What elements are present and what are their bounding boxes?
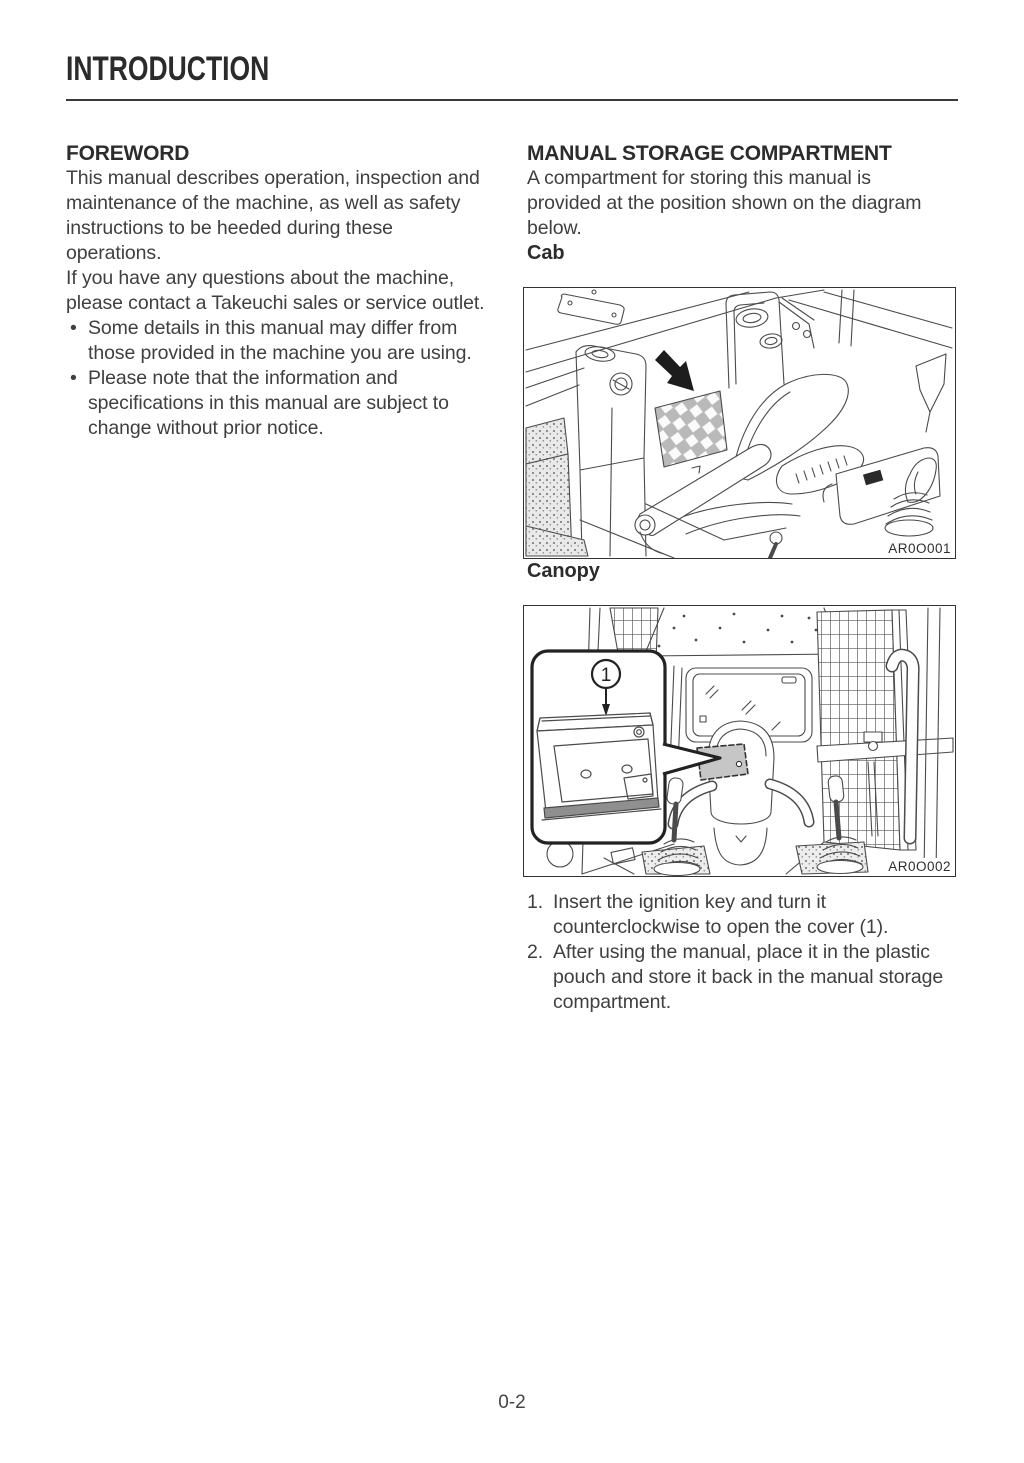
storage-intro: A compartment for storing this manual is provided at the position shown on the diagram below. bbox=[527, 167, 922, 239]
storage-steps bbox=[527, 890, 960, 1015]
step-number: 2. bbox=[527, 941, 544, 963]
cab-pillar bbox=[726, 292, 814, 388]
step-2 bbox=[527, 940, 960, 1015]
step-1 bbox=[527, 890, 960, 940]
page-number: 0-2 bbox=[498, 1392, 526, 1413]
canopy-illustration bbox=[524, 606, 955, 876]
open-cover-drawing bbox=[537, 713, 661, 820]
cab-caption: Cab bbox=[527, 242, 565, 264]
title-rule bbox=[66, 99, 958, 101]
bullet-marker: • bbox=[70, 367, 77, 389]
arrow-icon bbox=[655, 350, 694, 391]
canopy-ceiling bbox=[644, 608, 842, 656]
bullet-text: Some details in this manual may differ from those provided in the machine you are using. bbox=[88, 317, 472, 364]
foreword-bullet-1 bbox=[66, 316, 492, 366]
canopy-caption: Canopy bbox=[527, 560, 600, 582]
bullet-text: Please note that the information and specifications in this manual are subject to change without prior notice. bbox=[88, 367, 449, 439]
step-number: 1. bbox=[527, 891, 544, 913]
foreword-section bbox=[66, 141, 492, 441]
storage-heading: MANUAL STORAGE COMPARTMENT bbox=[527, 142, 892, 165]
cab-right-lever bbox=[916, 354, 946, 432]
step-text: After using the manual, place it in the plastic pouch and store it back in the manual storage compartment. bbox=[553, 941, 944, 1013]
canopy-figure bbox=[523, 605, 956, 877]
cab-illustration bbox=[524, 288, 955, 558]
bullet-marker: • bbox=[70, 317, 77, 339]
callout-number: 1 bbox=[600, 665, 612, 686]
storage-panel bbox=[655, 391, 727, 473]
step-text: Insert the ignition key and turn it counterclockwise to open the cover (1). bbox=[553, 891, 889, 938]
foreword-paragraph-2: If you have any questions about the machine, please contact a Takeuchi sales or service outlet. bbox=[66, 267, 485, 314]
page-title: INTRODUCTION bbox=[66, 50, 270, 88]
canopy-right-mesh bbox=[817, 610, 916, 850]
canopy-seat bbox=[673, 721, 809, 865]
foreword-paragraph-1: This manual describes operation, inspection and maintenance of the machine, as well as safety instructions to be heeded during these operations. bbox=[66, 167, 480, 264]
foreword-heading: FOREWORD bbox=[66, 142, 190, 165]
figure-code: AR0O001 bbox=[885, 540, 954, 557]
cab-roof-plate bbox=[558, 290, 624, 324]
cab-armrest bbox=[635, 444, 771, 554]
figure-code: AR0O002 bbox=[885, 858, 954, 875]
storage-section bbox=[527, 141, 960, 1015]
foreword-bullet-2 bbox=[66, 366, 492, 441]
cab-figure bbox=[523, 287, 956, 559]
